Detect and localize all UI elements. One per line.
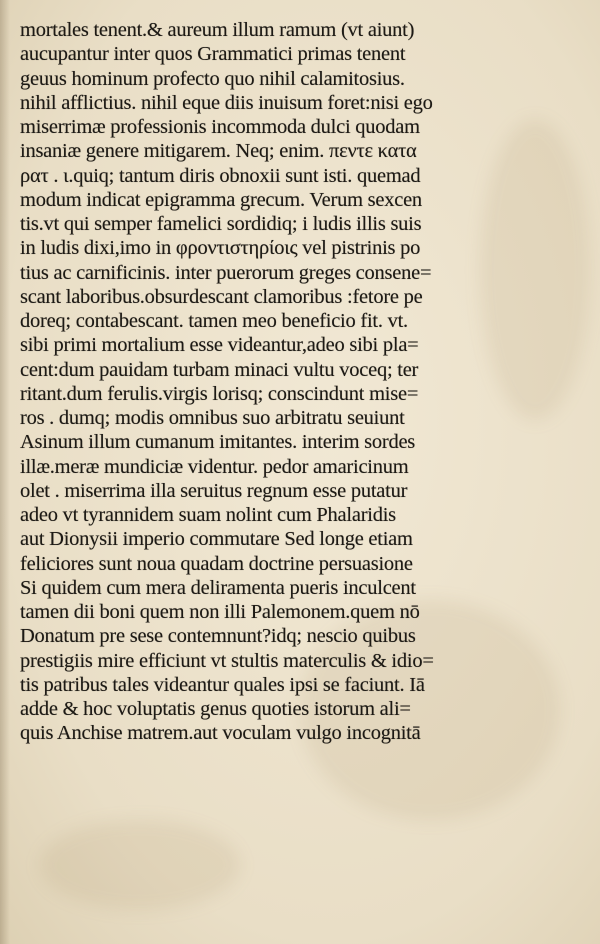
text-line: ros . dumq; modis omnibus suo arbitratu seuiunt [20,407,405,429]
text-line: geuus hominum profecto quo nihil calamitosius. [20,67,405,90]
text-line: illæ.meræ mundiciæ videntur. pedor amaricinum [20,455,409,478]
text-line: aut Dionysii imperio commutare Sed longe etiam [20,528,413,551]
text-line: aucupantur inter quos Grammatici primas tenent [20,43,406,66]
text-line: mortales tenent.& aureum illum ramum (vt aiunt) [20,19,415,41]
text-line: miserrimæ professionis incommoda dulci quodam [20,116,420,138]
text-line: Asinum illum cumanum imitantes. interim sordes [20,431,416,454]
text-line: doreq; contabescant. tamen meo beneficio fit. vt. [20,310,408,332]
text-line: feliciores sunt noua quadam doctrine persuasione [20,552,413,575]
text-line: olet . miserrima illa seruitus regnum esse putatur [20,479,408,502]
text-line: scant laboribus.obsurdescant clamoribus :fetore pe [20,285,423,308]
text-line: prestigiis mire efficiunt vt stultis materculis & idio= [20,649,434,672]
gutter-shadow [0,0,10,944]
text-line: tis patribus tales videantur quales ipsi se faciunt. Iā [20,673,425,696]
text-line: ρατ . ι.quiq; tantum diris obnoxii sunt isti. quemad [20,164,421,187]
text-line: adde & hoc voluptatis genus quoties istorum ali= [20,698,411,720]
text-line: nihil afflictius. nihil eque diis inuisum foret:nisi ego [20,91,433,114]
text-line: Si quidem cum mera deliramenta pueris inculcent [20,576,416,599]
text-line: Donatum pre sese contemnunt?idq; nescio quibus [20,625,416,648]
text-line: quis Anchise matrem.aut voculam vulgo incognitā [20,722,421,745]
text-line: tamen dii boni quem non illi Palemonem.quem nō [20,601,420,623]
text-line: adeo vt tyrannidem suam nolint cum Phalaridis [20,504,396,526]
paper-stain [40,820,240,910]
text-block [20,18,504,746]
text-line: tis.vt qui semper famelici sordidiq; i ludis illis suis [20,213,422,235]
text-line: in ludis dixi,imo in φροντιστηρίοις vel pistrinis po [20,237,421,260]
text-line: sibi primi mortalium esse videantur,adeo sibi pla= [20,334,419,357]
text-line: cent:dum pauidam turbam minaci vultu voceq; ter [20,358,419,381]
text-line: tius ac carnificinis. inter puerorum greges consene= [20,261,432,284]
text-line: ritant.dum ferulis.virgis lorisq; conscindunt mise= [20,382,419,405]
text-line: modum indicat epigramma grecum. Verum sexcen [20,188,422,211]
text-line: insaniæ genere mitigarem. Neq; enim. πεντε κατα [20,140,417,163]
